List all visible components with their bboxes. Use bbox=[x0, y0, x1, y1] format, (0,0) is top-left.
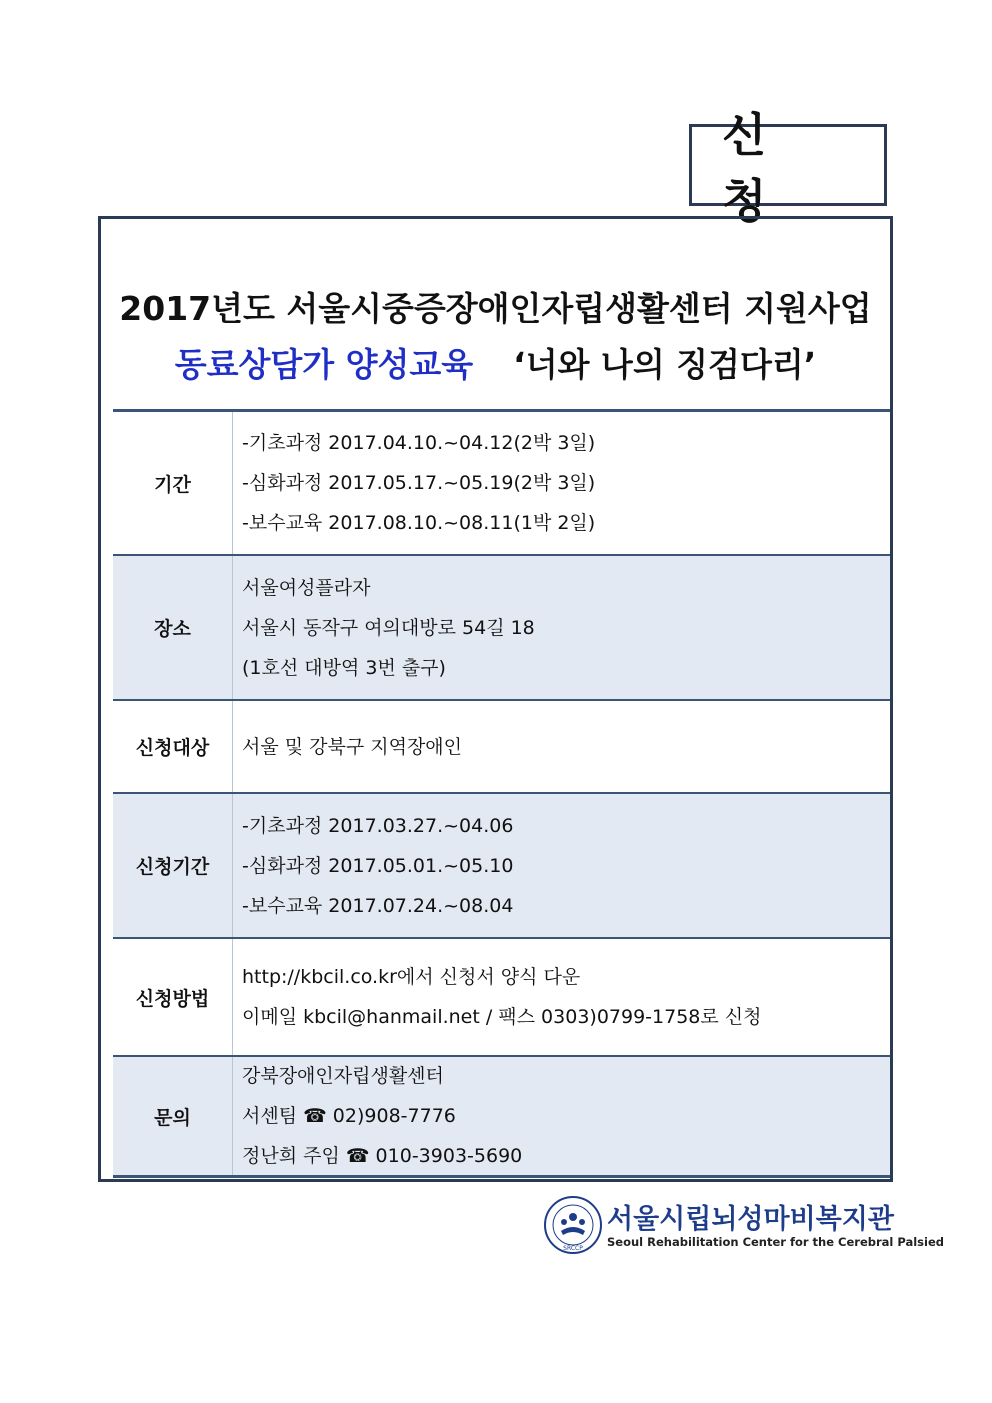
contact-line: 강북장애인자립생활센터 bbox=[242, 1065, 444, 1087]
title-program bbox=[101, 339, 890, 386]
info-table bbox=[113, 409, 890, 1178]
row-content bbox=[233, 1057, 890, 1175]
organization-name: 서울시립뇌성마비복지관 bbox=[607, 1204, 894, 1235]
row-label: 신청대상 bbox=[113, 701, 233, 792]
row-label: 문의 bbox=[113, 1057, 233, 1175]
application-period-line: -심화과정 2017.05.01.~05.10 bbox=[242, 854, 514, 877]
organization-subtitle: Seoul Rehabilitation Center for the Cerebral Palsied bbox=[607, 1235, 944, 1249]
contact-line: 서센팀 ☎ 02)908-7776 bbox=[242, 1105, 456, 1127]
method-line: 이메일 kbcil@hanmail.net / 팩스 0303)0799-1758로 신청 bbox=[242, 1006, 762, 1028]
contact-line: 정난희 주임 ☎ 010-3903-5690 bbox=[242, 1145, 523, 1167]
application-period-line: -기초과정 2017.03.27.~04.06 bbox=[242, 814, 514, 837]
application-period-line: -보수교육 2017.07.24.~08.04 bbox=[242, 894, 514, 917]
application-badge: 신 청 bbox=[689, 124, 887, 206]
eligibility-line: 서울 및 강북구 지역장애인 bbox=[242, 735, 463, 758]
program-slogan: ‘너와 나의 징검다리’ bbox=[513, 345, 817, 384]
location-line: 서울시 동작구 여의대방로 54길 18 bbox=[242, 616, 535, 639]
table-row-application-method bbox=[113, 937, 890, 1055]
emblem-icon bbox=[543, 1195, 603, 1255]
row-label: 신청기간 bbox=[113, 794, 233, 937]
table-row-contact bbox=[113, 1055, 890, 1175]
table-row-period bbox=[113, 409, 890, 554]
row-label: 기간 bbox=[113, 412, 233, 554]
program-name: 동료상담가 양성교육 bbox=[174, 345, 474, 384]
notice-frame bbox=[98, 216, 893, 1182]
title-block bbox=[101, 219, 890, 409]
row-content bbox=[233, 939, 890, 1055]
emblem-text: SRCCP bbox=[563, 1245, 583, 1252]
method-line: http://kbcil.co.kr에서 신청서 양식 다운 bbox=[242, 966, 581, 988]
table-row-application-period bbox=[113, 792, 890, 937]
row-content bbox=[233, 556, 890, 699]
table-row-eligibility bbox=[113, 699, 890, 792]
row-label: 장소 bbox=[113, 556, 233, 699]
organization-logo bbox=[543, 1195, 944, 1257]
table-row-location bbox=[113, 554, 890, 699]
row-content bbox=[233, 701, 890, 792]
period-line: -기초과정 2017.04.10.~04.12(2박 3일) bbox=[242, 432, 596, 454]
row-content bbox=[233, 412, 890, 554]
row-label: 신청방법 bbox=[113, 939, 233, 1055]
period-line: -심화과정 2017.05.17.~05.19(2박 3일) bbox=[242, 472, 596, 494]
title-main: 2017년도 서울시중증장애인자립생활센터 지원사업 bbox=[119, 289, 872, 328]
location-line: (1호선 대방역 3번 출구) bbox=[242, 656, 446, 679]
location-line: 서울여성플라자 bbox=[242, 576, 371, 599]
row-content bbox=[233, 794, 890, 937]
period-line: -보수교육 2017.08.10.~08.11(1박 2일) bbox=[242, 512, 596, 534]
